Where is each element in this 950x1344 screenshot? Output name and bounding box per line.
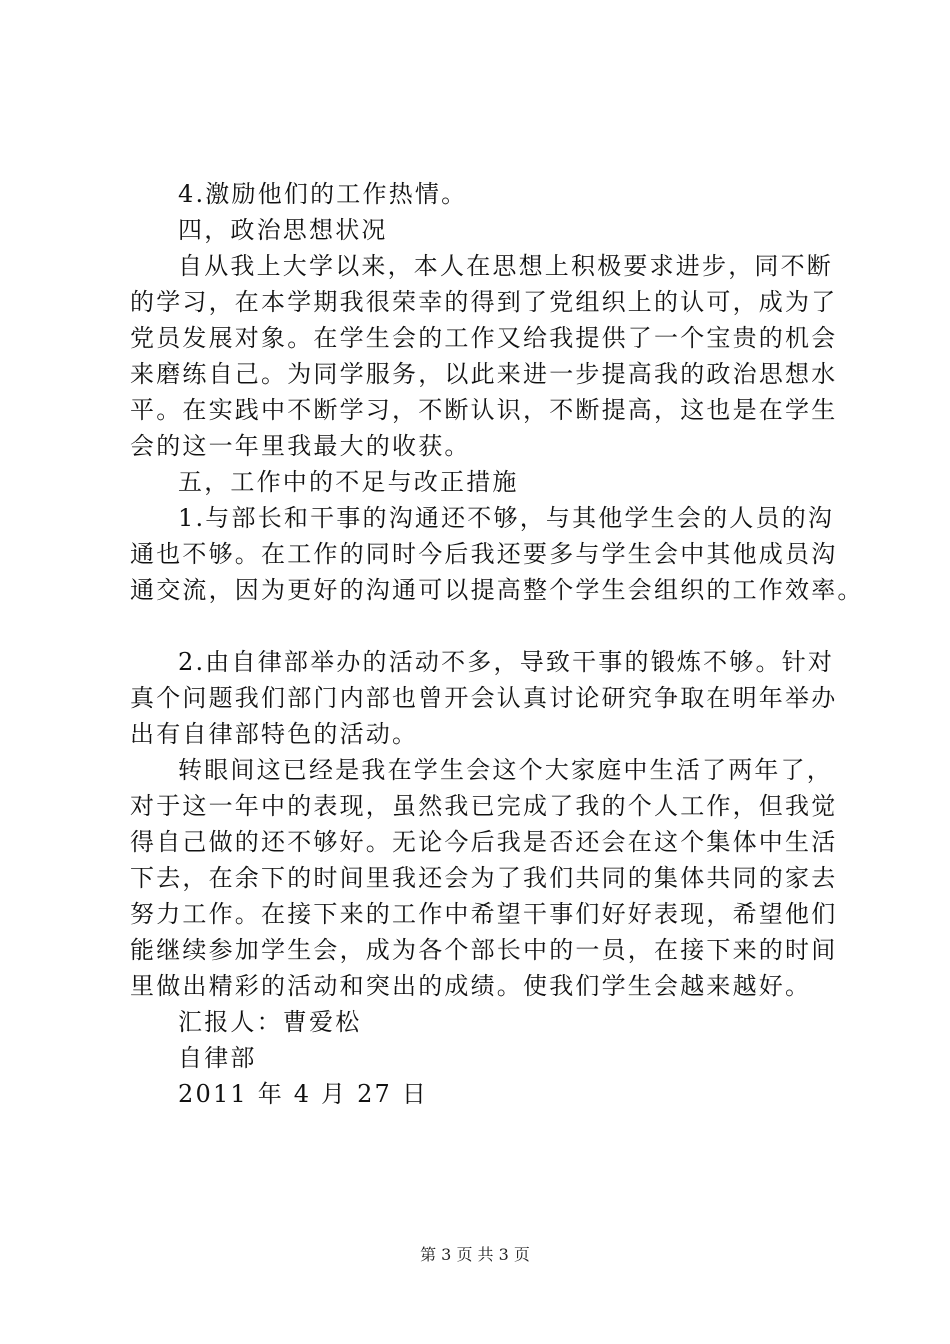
paragraph-line: 努力工作。在接下来的工作中希望干事们好好表现，希望他们 [130, 900, 838, 928]
reporter-name: 汇报人：曹爱松 [178, 1008, 362, 1036]
paragraph-gap [130, 608, 850, 644]
section-heading-political: 四，政治思想状况 [178, 216, 388, 244]
paragraph-line: 通交流，因为更好的沟通可以提高整个学生会组织的工作效率。 [130, 576, 864, 604]
paragraph-line: 出有自律部特色的活动。 [130, 720, 419, 748]
paragraph-line: 平。在实践中不断学习，不断认识，不断提高，这也是在学生 [130, 396, 838, 424]
paragraph-line: 的学习，在本学期我很荣幸的得到了党组织上的认可，成为了 [130, 288, 838, 316]
section-heading-shortcomings: 五，工作中的不足与改正措施 [178, 468, 519, 496]
paragraph-line: 能继续参加学生会，成为各个部长中的一员，在接下来的时间 [130, 936, 838, 964]
paragraph-line: 转眼间这已经是我在学生会这个大家庭中生活了两年了， [178, 756, 833, 784]
paragraph-line: 2.由自律部举办的活动不多，导致干事的锻炼不够。针对 [178, 648, 835, 676]
page-number-footer: 第 3 页 共 3 页 [420, 1245, 530, 1264]
document-body [130, 176, 864, 1112]
paragraph-line: 会的这一年里我最大的收获。 [130, 432, 471, 460]
paragraph-line: 里做出精彩的活动和突出的成绩。使我们学生会越来越好。 [130, 972, 812, 1000]
paragraph-line: 党员发展对象。在学生会的工作又给我提供了一个宝贵的机会 [130, 324, 838, 352]
paragraph-line: 1.与部长和干事的沟通还不够，与其他学生会的人员的沟 [178, 504, 835, 532]
paragraph-line: 4.激励他们的工作热情。 [178, 180, 468, 208]
paragraph-line: 通也不够。在工作的同时今后我还要多与学生会中其他成员沟 [130, 540, 838, 568]
report-date: 2011 年 4 月 27 日 [178, 1080, 429, 1108]
paragraph-line: 对于这一年中的表现，虽然我已完成了我的个人工作，但我觉 [130, 792, 838, 820]
paragraph-line: 真个问题我们部门内部也曾开会认真讨论研究争取在明年举办 [130, 684, 838, 712]
department-name: 自律部 [178, 1044, 257, 1072]
paragraph-line: 得自己做的还不够好。无论今后我是否还会在这个集体中生活 [130, 828, 838, 856]
paragraph-line: 下去，在余下的时间里我还会为了我们共同的集体共同的家去 [130, 864, 838, 892]
paragraph-line: 来磨练自己。为同学服务，以此来进一步提高我的政治思想水 [130, 360, 838, 388]
paragraph-line: 自从我上大学以来，本人在思想上积极要求进步，同不断 [178, 252, 833, 280]
